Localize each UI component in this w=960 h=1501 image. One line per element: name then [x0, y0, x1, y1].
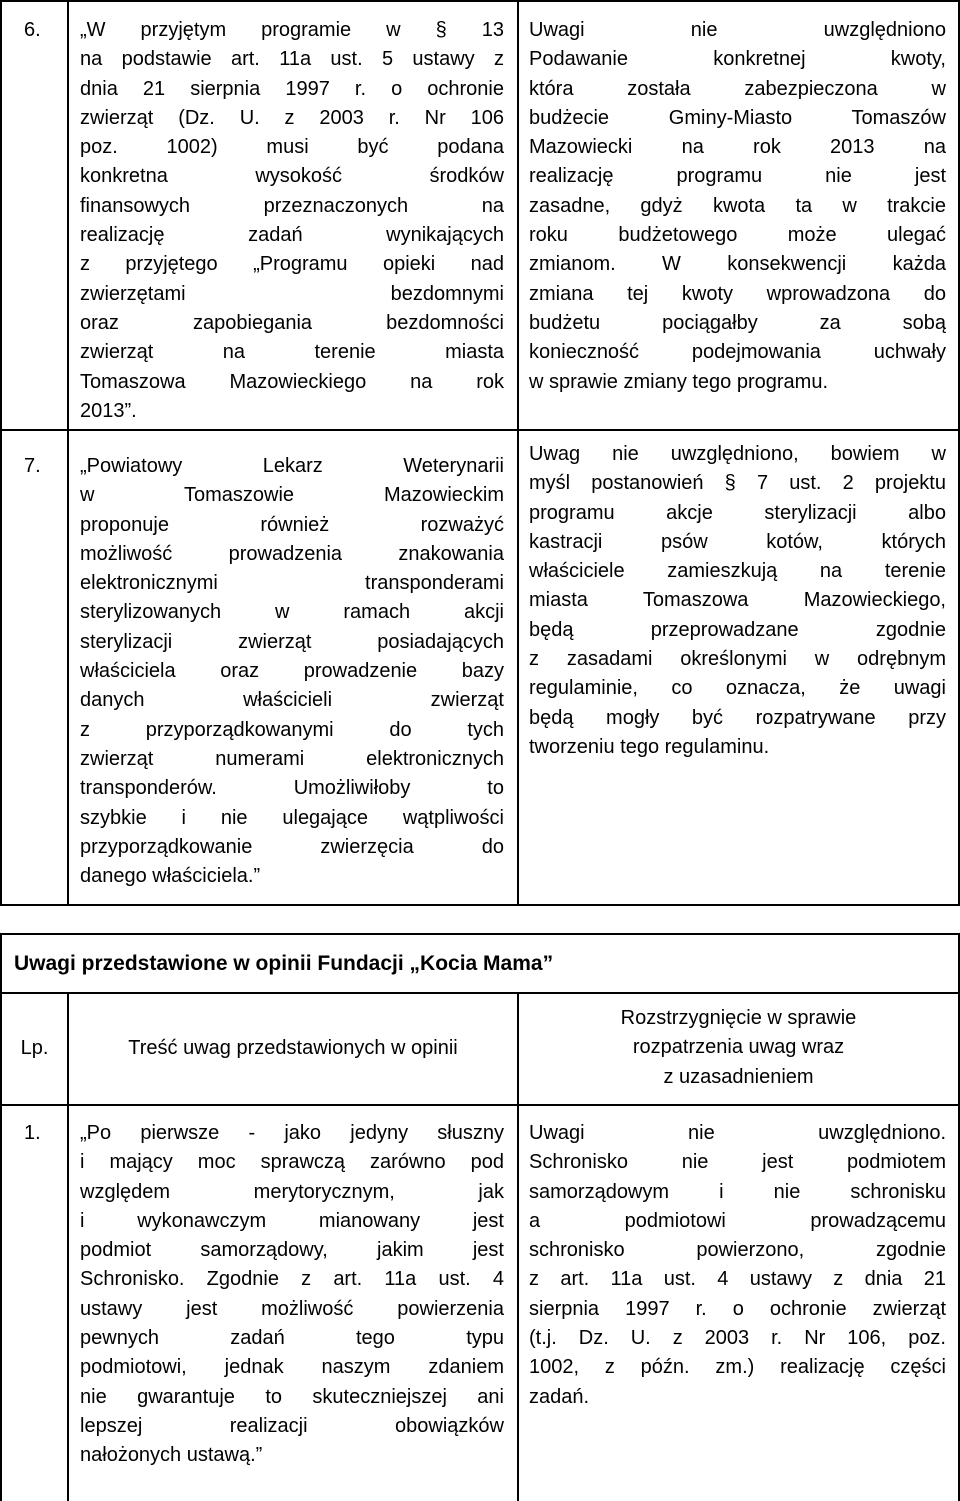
table2-header-divider [0, 1104, 960, 1106]
text-line: tworzeniu tego regulaminu. [529, 735, 770, 758]
text-line: zadań. [529, 1385, 590, 1408]
text-line: budżetu pociągałby za sobą [529, 311, 946, 334]
header-content: Treść uwag przedstawionych w opinii [128, 1037, 458, 1059]
text-line: finansowych przeznaczonych na [80, 194, 504, 217]
text-line: szybkie i nie ulegające wątpliwości [80, 806, 504, 829]
text-line: lepszej realizacji obowiązków [80, 1414, 504, 1437]
row-decision [529, 1119, 946, 1412]
text-line: budżecie Gminy-Miasto Tomaszów [529, 106, 946, 129]
row-number: 1. [24, 1122, 41, 1144]
text-line: 2013”. [80, 399, 137, 422]
table2-left-border [0, 933, 2, 1501]
text-line: „Po pierwsze - jako jedyny słuszny [80, 1122, 504, 1144]
text-line: z art. 11a ust. 4 ustawy z dnia 21 [529, 1268, 946, 1291]
text-line: pewnych zadań tego typu [80, 1327, 504, 1350]
text-line: w Tomaszowie Mazowieckim [80, 484, 504, 507]
table2-top-border [0, 933, 960, 935]
text-line: ustawy jest możliwość powierzenia [80, 1297, 504, 1320]
text-line: zwierzętami bezdomnymi [80, 282, 504, 305]
text-line: zmianom. W konsekwencji każda [529, 253, 946, 276]
text-line: Rozstrzygnięcie w sprawie [620, 1007, 857, 1029]
text-line: i mający moc sprawczą zarówno pod [80, 1151, 504, 1174]
text-line: (t.j. Dz. U. z 2003 r. Nr 106, poz. [529, 1327, 946, 1350]
table1-bottom-border [0, 904, 960, 906]
text-line: konieczność podejmowania uchwały [529, 341, 946, 364]
row-decision [529, 16, 946, 397]
text-line: zwierząt (Dz. U. z 2003 r. Nr 106 [80, 106, 504, 129]
text-line: Tomaszowa Mazowieckiego na rok [80, 370, 504, 393]
text-line: zmiana tej kwoty wprowadzona do [529, 282, 946, 305]
row-number: 6. [24, 19, 41, 41]
table1-row-divider [0, 429, 960, 431]
text-line: możliwość prowadzenia znakowania [80, 542, 504, 565]
text-line: sterylizowanych w ramach akcji [80, 601, 504, 624]
text-line: „Powiatowy Lekarz Weterynarii [80, 455, 504, 477]
text-line: podmiot samorządowy, jakim jest [80, 1239, 504, 1262]
text-line: podmiotowi, jednak naszym zdaniem [80, 1356, 504, 1379]
text-line: i wykonawczym mianowany jest [80, 1209, 504, 1232]
text-line: konkretna wysokość środków [80, 165, 504, 188]
row-content [80, 16, 504, 426]
text-line: myśl postanowień § 7 ust. 2 projektu [529, 472, 946, 495]
text-line: przyporządkowanie zwierzęcia do [80, 835, 504, 858]
text-line: samorządowym i nie schronisku [529, 1180, 946, 1203]
text-line: programu akcje sterylizacji albo [529, 501, 946, 524]
text-line: która została zabezpieczona w [529, 77, 946, 100]
text-line: sterylizacji zwierząt posiadających [80, 630, 504, 653]
text-line: Mazowiecki na rok 2013 na [529, 136, 946, 159]
text-line: Schronisko nie jest podmiotem [529, 1151, 946, 1174]
text-line: zasadne, gdyż kwota ta w trakcie [529, 194, 946, 217]
text-line: na podstawie art. 11a ust. 5 ustawy z [80, 48, 504, 71]
text-line: danych właścicieli zwierząt [80, 689, 504, 712]
text-line: z uzasadnieniem [663, 1065, 814, 1088]
table1-top-border [0, 0, 960, 2]
text-line: miasta Tomaszowa Mazowieckiego, [529, 589, 946, 612]
text-line: oraz zapobiegania bezdomności [80, 311, 504, 334]
header-decision [519, 1004, 958, 1092]
section-title: Uwagi przedstawione w opinii Fundacji „Kocia Mama” [14, 952, 554, 975]
text-line: nałożonych ustawą.” [80, 1444, 263, 1467]
text-line: z przyjętego „Programu opieki nad [80, 253, 504, 276]
text-line: „W przyjętym programie w § 13 [80, 19, 504, 41]
table2-title-divider [0, 992, 960, 994]
text-line: Podawanie konkretnej kwoty, [529, 48, 946, 71]
text-line: transponderów. Umożliwiłoby to [80, 777, 504, 800]
text-line: dnia 21 sierpnia 1997 r. o ochronie [80, 77, 504, 100]
text-line: poz. 1002) musi być podana [80, 136, 504, 159]
text-line: będą przeprowadzane zgodnie [529, 618, 946, 641]
text-line: roku budżetowego może ulegać [529, 224, 946, 247]
text-line: Uwag nie uwzględniono, bowiem w [529, 443, 946, 465]
text-line: Schronisko. Zgodnie z art. 11a ust. 4 [80, 1268, 504, 1291]
text-line: właściciele zamieszkują na terenie [529, 560, 946, 583]
text-line: z zasadami określonymi w odrębnym [529, 648, 946, 671]
text-line: z przyporządkowanymi do tych [80, 718, 504, 741]
text-line: elektronicznymi transponderami [80, 572, 504, 595]
text-line: schronisko powierzono, zgodnie [529, 1239, 946, 1262]
text-line: Uwagi nie uwzględniono. [529, 1122, 946, 1144]
text-line: danego właściciela.” [80, 865, 261, 888]
text-line: zwierząt na terenie miasta [80, 341, 504, 364]
text-line: 1002, z późn. zm.) realizację części [529, 1356, 946, 1379]
text-line: proponuje również rozważyć [80, 513, 504, 536]
table1-col-divider-2 [517, 0, 519, 906]
text-line: rozpatrzenia uwag wraz [632, 1036, 845, 1059]
text-line: realizację programu nie jest [529, 165, 946, 188]
text-line: realizację zadań wynikających [80, 224, 504, 247]
text-line: względem merytorycznym, jak [80, 1180, 504, 1203]
row-content [80, 1119, 504, 1471]
text-line: a podmiotowi prowadzącemu [529, 1209, 946, 1232]
text-line: w sprawie zmiany tego programu. [529, 370, 829, 393]
table1-left-border [0, 0, 2, 906]
text-line: będą mogły być rozpatrywane przy [529, 706, 946, 729]
row-number: 7. [24, 455, 41, 477]
text-line: kastracji psów kotów, których [529, 530, 946, 553]
text-line: Uwagi nie uwzględniono [529, 19, 946, 41]
text-line: sierpnia 1997 r. o ochronie zwierząt [529, 1297, 946, 1320]
row-content [80, 452, 504, 891]
table2-col-divider-1 [67, 992, 69, 1501]
text-line: regulaminie, co oznacza, że uwagi [529, 677, 946, 700]
text-line: właściciela oraz prowadzenie bazy [80, 660, 504, 683]
text-line: zwierząt numerami elektronicznych [80, 747, 504, 770]
text-line: nie gwarantuje to skuteczniejszej ani [80, 1385, 504, 1408]
table1-col-divider-1 [67, 0, 69, 906]
header-lp: Lp. [20, 1037, 49, 1059]
row-decision [529, 440, 946, 762]
